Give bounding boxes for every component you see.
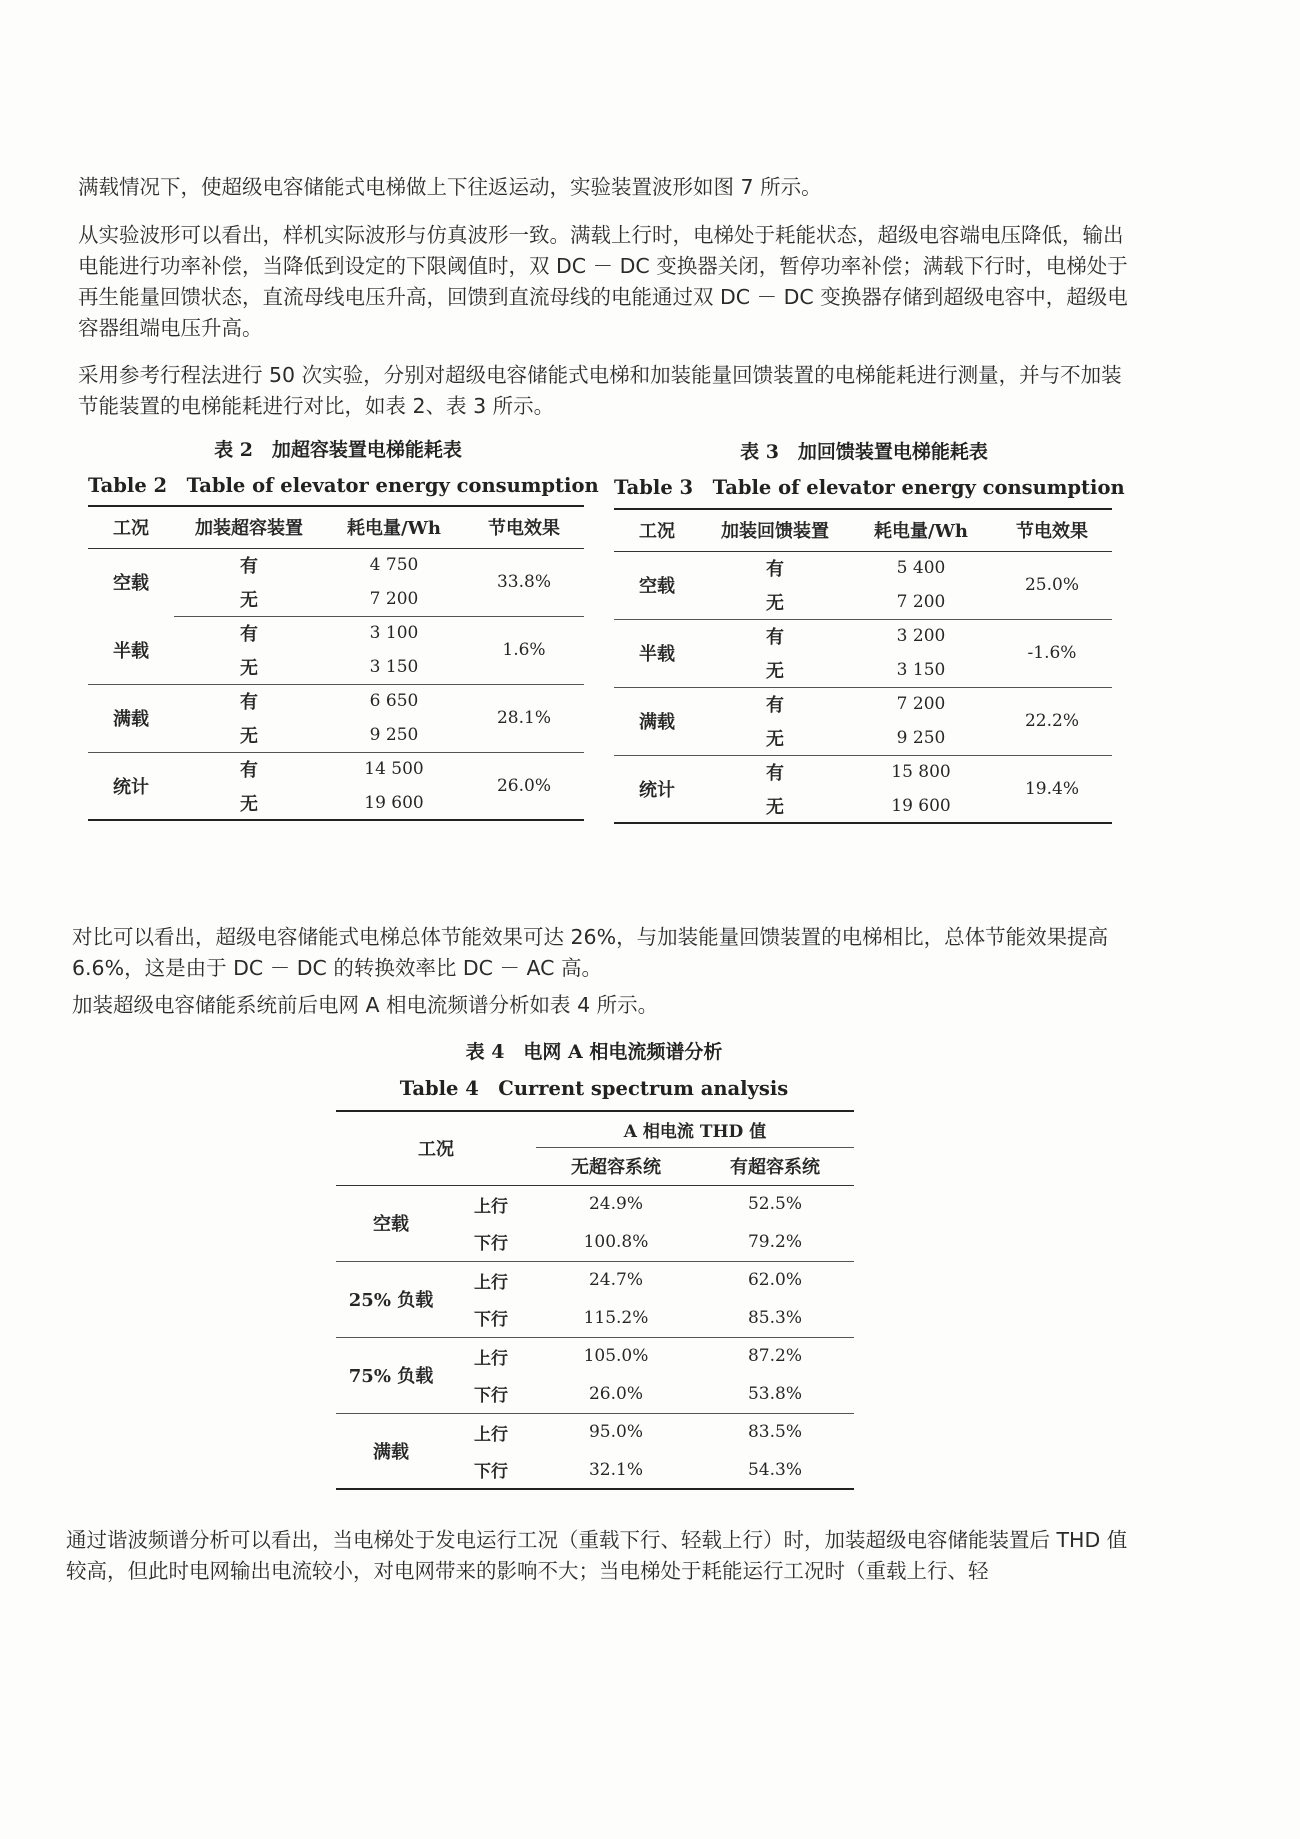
table2-header-condition: 工况	[88, 506, 174, 548]
table3-energy-without: 9 250	[850, 721, 992, 755]
table2-cond: 统计	[113, 776, 149, 798]
table4-down-with: 79.2%	[696, 1223, 854, 1261]
table4-up-with: 52.5%	[747, 1194, 802, 1215]
table2-energy-without: 3 150	[324, 650, 464, 684]
table2-saving: 1.6%	[464, 616, 584, 684]
table4-up-without: 24.7%	[588, 1270, 643, 1291]
table3-without: 无	[700, 653, 850, 687]
table4-up-with: 83.5%	[747, 1422, 802, 1443]
table2-with: 有	[240, 556, 258, 578]
table4-caption-cn: 表 4 电网 A 相电流频谱分析	[465, 1041, 723, 1063]
table3-header-energy: 耗电量/Wh	[850, 509, 992, 551]
table2-with: 有	[240, 692, 258, 714]
table3-with: 有	[766, 695, 784, 717]
table4-down: 下行	[446, 1375, 536, 1413]
table2-header-energy: 耗电量/Wh	[324, 506, 464, 548]
table2-cond: 满载	[88, 684, 174, 752]
table4-up-with: 62.0%	[747, 1270, 802, 1291]
table2-caption-en: Table 2 Table of elevator energy consumption	[88, 474, 599, 497]
table2-header-saving: 节电效果	[464, 506, 584, 548]
table2-caption-cn: 表 2 加超容装置电梯能耗表	[214, 439, 462, 461]
table4-down: 下行	[474, 1462, 508, 1482]
table2-saving: 26.0%	[496, 775, 551, 796]
table4-cond: 25% 负载	[336, 1261, 446, 1337]
table3-energy-with: 5 400	[896, 558, 946, 579]
table3-caption-en: Table 3 Table of elevator energy consumption	[614, 476, 1125, 499]
table3-with: 有	[766, 763, 784, 785]
table4-header-thd: A 相电流 THD 值	[536, 1111, 854, 1147]
table2-energy-without: 7 200	[324, 582, 464, 616]
table2-without: 无	[174, 718, 324, 752]
paragraph-spectrum-intro: 加装超级电容储能系统前后电网 A 相电流频谱分析如表 4 所示。	[72, 993, 659, 1017]
table3-energy-with: 15 800	[891, 762, 951, 783]
table3-caption-cn: 表 3 加回馈装置电梯能耗表	[740, 441, 988, 463]
table3-cond: 空载	[614, 551, 700, 619]
table3-header-condition: 工况	[614, 509, 700, 551]
paragraph-experiment-method: 采用参考行程法进行 50 次实验，分别对超级电容储能式电梯和加装能量回馈装置的电梯能耗进行测量，并与不加装节能装置的电梯能耗进行对比，如表 2、表 3 所示。	[78, 363, 1122, 418]
table2-without: 无	[174, 582, 324, 616]
table2-energy-with: 14 500	[364, 759, 424, 780]
table2-cond: 半载	[88, 616, 174, 684]
table2-with: 有	[240, 760, 258, 782]
table4-header-with: 有超容系统	[696, 1147, 854, 1185]
table3-energy-without: 3 150	[850, 653, 992, 687]
table4-up: 上行	[474, 1272, 508, 1293]
table3-saving: 19.4%	[1024, 778, 1079, 799]
table3-without: 无	[766, 796, 784, 818]
table3-cond: 统计	[639, 779, 675, 801]
table3-saving: 25.0%	[992, 551, 1112, 619]
table4-up-without: 95.0%	[588, 1422, 643, 1443]
table3-energy-without: 19 600	[891, 795, 951, 816]
table3-energy-without: 7 200	[850, 585, 992, 619]
table4-down-without: 115.2%	[536, 1299, 696, 1337]
table2-energy-without: 9 250	[324, 718, 464, 752]
table4-cond: 75% 负载	[336, 1337, 446, 1413]
table3-energy-consumption	[614, 508, 1112, 824]
table3-with: 有	[766, 559, 784, 581]
table3-energy-with: 3 200	[896, 626, 946, 647]
table2-header-device: 加装超容装置	[174, 506, 324, 548]
table3-header-saving: 节电效果	[992, 509, 1112, 551]
table2-energy-with: 4 750	[369, 555, 419, 576]
table4-up-without: 24.9%	[588, 1194, 643, 1215]
table4-up-with: 87.2%	[747, 1346, 802, 1367]
table3-cond: 满载	[614, 687, 700, 755]
table4-down: 下行	[446, 1299, 536, 1337]
table4-down-without: 32.1%	[588, 1459, 643, 1480]
table4-down-with: 53.8%	[696, 1375, 854, 1413]
table2-cond: 空载	[113, 573, 149, 595]
table4-down-with: 85.3%	[696, 1299, 854, 1337]
table4-down-without: 100.8%	[536, 1223, 696, 1261]
table4-caption-en: Table 4 Current spectrum analysis	[399, 1077, 789, 1100]
table2-energy-with: 6 650	[369, 691, 419, 712]
table4-header-condition: 工况	[336, 1111, 536, 1185]
table2-without: 无	[240, 793, 258, 815]
table2-energy-consumption	[88, 505, 584, 821]
paragraph-full-load: 满载情况下，使超级电容储能式电梯做上下往返运动，实验装置波形如图 7 所示。	[78, 175, 822, 199]
table3-cond: 半载	[614, 619, 700, 687]
table4-up: 上行	[474, 1348, 508, 1369]
table4-header-without: 无超容系统	[536, 1147, 696, 1185]
table4-up: 上行	[474, 1196, 508, 1217]
table4-cond: 满载	[373, 1441, 409, 1463]
table3-without: 无	[700, 585, 850, 619]
paragraph-comparison: 对比可以看出，超级电容储能式电梯总体节能效果可达 26%，与加装能量回馈装置的电梯相比，总体节能效果提高 6.6%，这是由于 DC － DC 的转换效率比 DC － AC 高。	[72, 925, 1109, 980]
table4-down-without: 26.0%	[536, 1375, 696, 1413]
table3-saving: -1.6%	[992, 619, 1112, 687]
table4-up-without: 105.0%	[583, 1346, 649, 1367]
table2-energy-without: 19 600	[364, 792, 424, 813]
table2-saving: 33.8%	[464, 548, 584, 616]
table4-up: 上行	[474, 1424, 508, 1445]
table2-without: 无	[174, 650, 324, 684]
table3-saving: 22.2%	[992, 687, 1112, 755]
table4-current-spectrum	[336, 1110, 854, 1490]
table2-with: 有	[240, 624, 258, 646]
paragraph-harmonic-analysis: 通过谐波频谱分析可以看出，当电梯处于发电运行工况（重载下行、轻载上行）时，加装超级电容储能装置后 THD 值较高，但此时电网输出电流较小，对电网带来的影响不大；当电梯处于耗能运行工况时（重载上行、轻	[66, 1528, 1128, 1583]
table3-without: 无	[700, 721, 850, 755]
table4-down-with: 54.3%	[747, 1459, 802, 1480]
table3-energy-with: 7 200	[896, 694, 946, 715]
table2-energy-with: 3 100	[369, 623, 419, 644]
paragraph-waveform-analysis: 从实验波形可以看出，样机实际波形与仿真波形一致。满载上行时，电梯处于耗能状态，超级电容端电压降低，输出电能进行功率补偿，当降低到设定的下限阈值时，双 DC － DC 变换器关闭，暂停功率补偿；满载下行时，电梯处于再生能量回馈状态，直流母线电压升高，回馈到直流母线的电能通过双 DC － DC 变换器存储到超级电容中，超级电容器组端电压升高。	[78, 223, 1128, 340]
table3-with: 有	[766, 627, 784, 649]
table4-down: 下行	[446, 1223, 536, 1261]
table2-saving: 28.1%	[464, 684, 584, 752]
table4-cond: 空载	[336, 1185, 446, 1261]
table3-header-device: 加装回馈装置	[700, 509, 850, 551]
